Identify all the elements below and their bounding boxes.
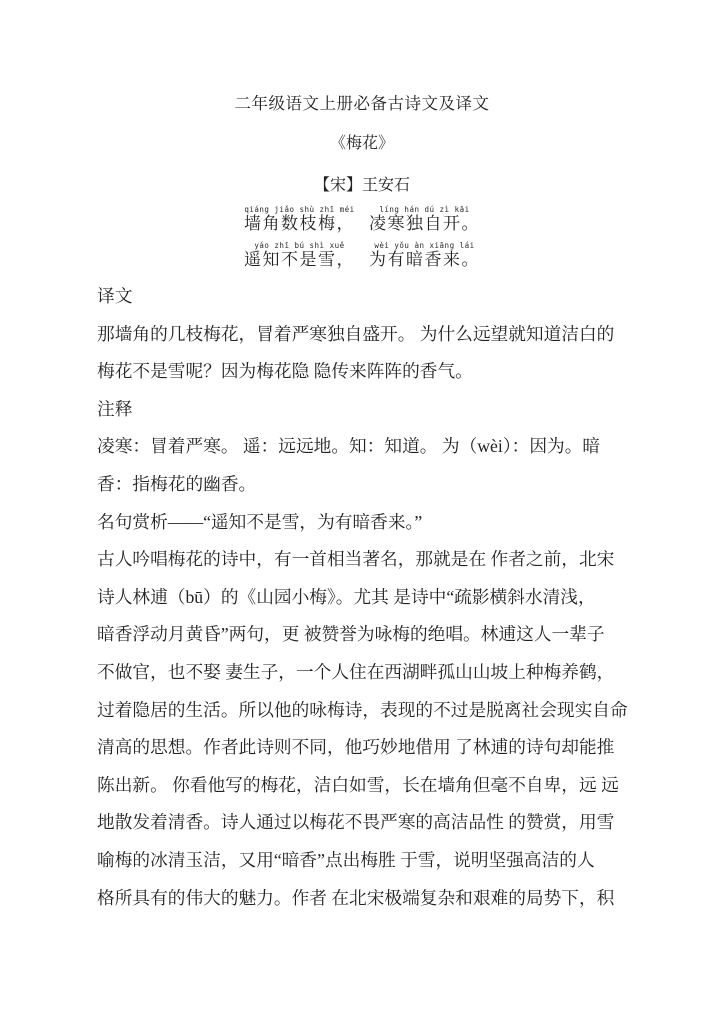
document-body (97, 278, 637, 917)
poem-segment (244, 241, 355, 270)
body-line: 梅花不是雪呢？因为梅花隐 隐传来阵阵的香气。 (97, 361, 473, 382)
poem-title: 《梅花》 (329, 135, 394, 152)
body-line: 清高的思想。作者此诗则不同，他巧妙地借用 了林逋的诗句却能推 (97, 737, 615, 758)
document-title: 二年级语文上册必备古诗文及译文 (234, 94, 490, 113)
poem-text: 墙角数枝梅， (244, 214, 355, 233)
pinyin-annotation: líng hán dú zì kāi (379, 205, 470, 214)
body-line: 那墙角的几枝梅花，冒着严寒独自盛开。 为什么远望就知道洁白的 (97, 323, 615, 344)
body-line: 喻梅的冰清玉洁，又用“暗香”点出梅胜 于雪，说明坚强高洁的人 (97, 849, 595, 870)
body-line: 陈出新。 你看他写的梅花，洁白如雪，长在墙角但毫不自卑，远 远 (97, 774, 619, 795)
poem-text: 为有暗香来。 (369, 250, 480, 269)
body-line: 香：指梅花的幽香。 (97, 473, 257, 494)
poem-segment (369, 205, 480, 234)
body-line: 古人吟唱梅花的诗中，有一首相当著名，那就是在 作者之前，北宋 (97, 549, 615, 570)
poem-line (0, 205, 724, 234)
body-line: 过着隐居的生活。所以他的咏梅诗，表现的不过是脱离社会现实自命 (97, 699, 628, 720)
body-line: 注释 (97, 398, 133, 419)
poem-segment (369, 241, 480, 270)
body-line: 凌寒：冒着严寒。 遥：远远地。知：知道。 为（wèi）：因为。暗 (97, 436, 601, 457)
pinyin-annotation: wèi yǒu àn xiāng lái (374, 241, 475, 250)
poem-line (0, 241, 724, 270)
body-line: 译文 (97, 286, 133, 306)
body-line: 名句赏析——“遥知不是雪，为有暗香来。” (97, 511, 423, 532)
poem-segment (244, 205, 355, 234)
poem-text: 遥知不是雪， (244, 250, 355, 269)
pinyin-annotation: qiáng jiǎo shù zhī méi (244, 205, 355, 214)
body-line: 格所具有的伟大的魅力。作者 在北宋极端复杂和艰难的局势下，积 (97, 887, 615, 908)
poem-author: 【宋】王安石 (313, 177, 410, 194)
poem (0, 205, 724, 277)
body-line: 暗香浮动月黄昏”两句，更 被赞誉为咏梅的绝唱。林逋这人一辈子 (97, 624, 605, 645)
body-line: 地散发着清香。诗人通过以梅花不畏严寒的高洁品性 的赞赏，用雪 (97, 812, 615, 833)
pinyin-annotation: yáo zhī bú shì xuě (254, 241, 345, 250)
poem-text: 凌寒独自开。 (369, 214, 480, 233)
body-line: 诗人林逋（bū）的《山园小梅》。尤其 是诗中“疏影横斜水清浅， (97, 586, 596, 607)
body-line: 不做官，也不娶 妻生子，一个人住在西湖畔孤山山坡上种梅养鹤， (97, 661, 615, 682)
